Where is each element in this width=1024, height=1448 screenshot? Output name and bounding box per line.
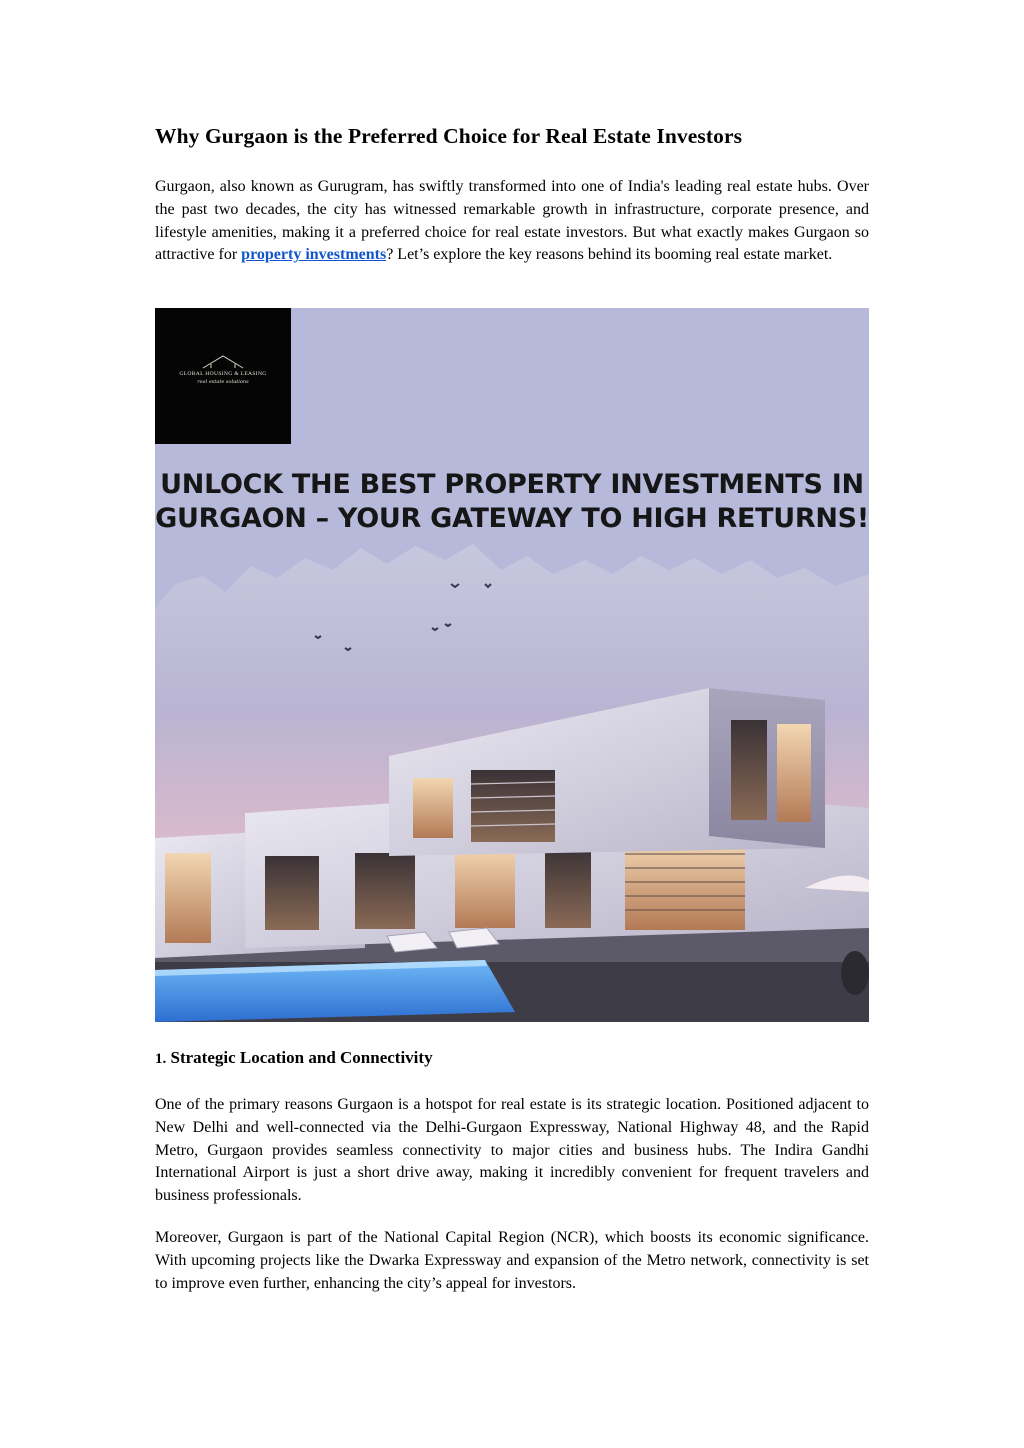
intro-text: Gurgaon, also known as Gurugram, has swiftly transformed into one of India's leading real estate hubs. Over the past two decades, the city has witnessed remarkable growth in infrastructure, corporate presence, and lifestyle amenities, making it a preferred choice for real estate investors. But what exactly makes Gurgaon so attractive for (155, 178, 869, 264)
intro-text-end: ? Let’s explore the key reasons behind its booming real estate market. (386, 246, 833, 264)
upper-window-2 (471, 770, 555, 842)
logo-tagline: real estate solutions (197, 379, 249, 385)
hero-banner-image (155, 308, 869, 1022)
logo-company-name: GLOBAL HOUSING & LEASING (179, 371, 267, 377)
section-number: 1. (155, 1051, 167, 1067)
upper-side-window-1 (731, 720, 767, 820)
article-title: Why Gurgaon is the Preferred Choice for Real Estate Investors (155, 124, 743, 148)
banner-headline: UNLOCK THE BEST PROPERTY INVESTMENTS IN GURGAON – YOUR GATEWAY TO HIGH RETURNS! (155, 469, 869, 534)
lower-window-4 (545, 848, 591, 928)
lower-window-1 (265, 856, 319, 930)
upper-window-1 (413, 778, 453, 838)
company-logo (155, 308, 291, 444)
intro-paragraph (155, 176, 869, 267)
lower-window-3 (455, 848, 515, 928)
left-window (165, 853, 211, 943)
section-title: Strategic Location and Connectivity (170, 1048, 433, 1067)
section-heading (155, 1048, 433, 1068)
ncr-paragraph: Moreover, Gurgaon is part of the National Capital Region (NCR), which boosts its economic significance. With upcoming projects like the Dwarka Expressway and expansion of the Metro network, connectivity is set to improve even further, enhancing the city’s appeal for investors. (155, 1229, 869, 1292)
upper-side-window-2 (777, 724, 811, 822)
lower-window-2 (355, 853, 415, 929)
planter (841, 951, 869, 995)
property-investments-link[interactable]: property investments (241, 246, 387, 264)
location-paragraph: One of the primary reasons Gurgaon is a hotspot for real estate is its strategic location. Positioned adjacent to New Delhi and well-connected via the Delhi-Gurgaon Expressway, National Highway 48, and the Rapid Metro, Gurgaon provides seamless connectivity to major cities and business hubs. The Indira Gandhi International Airport is just a short drive away, making it incredibly convenient for frequent travelers and business professionals. (155, 1096, 869, 1205)
